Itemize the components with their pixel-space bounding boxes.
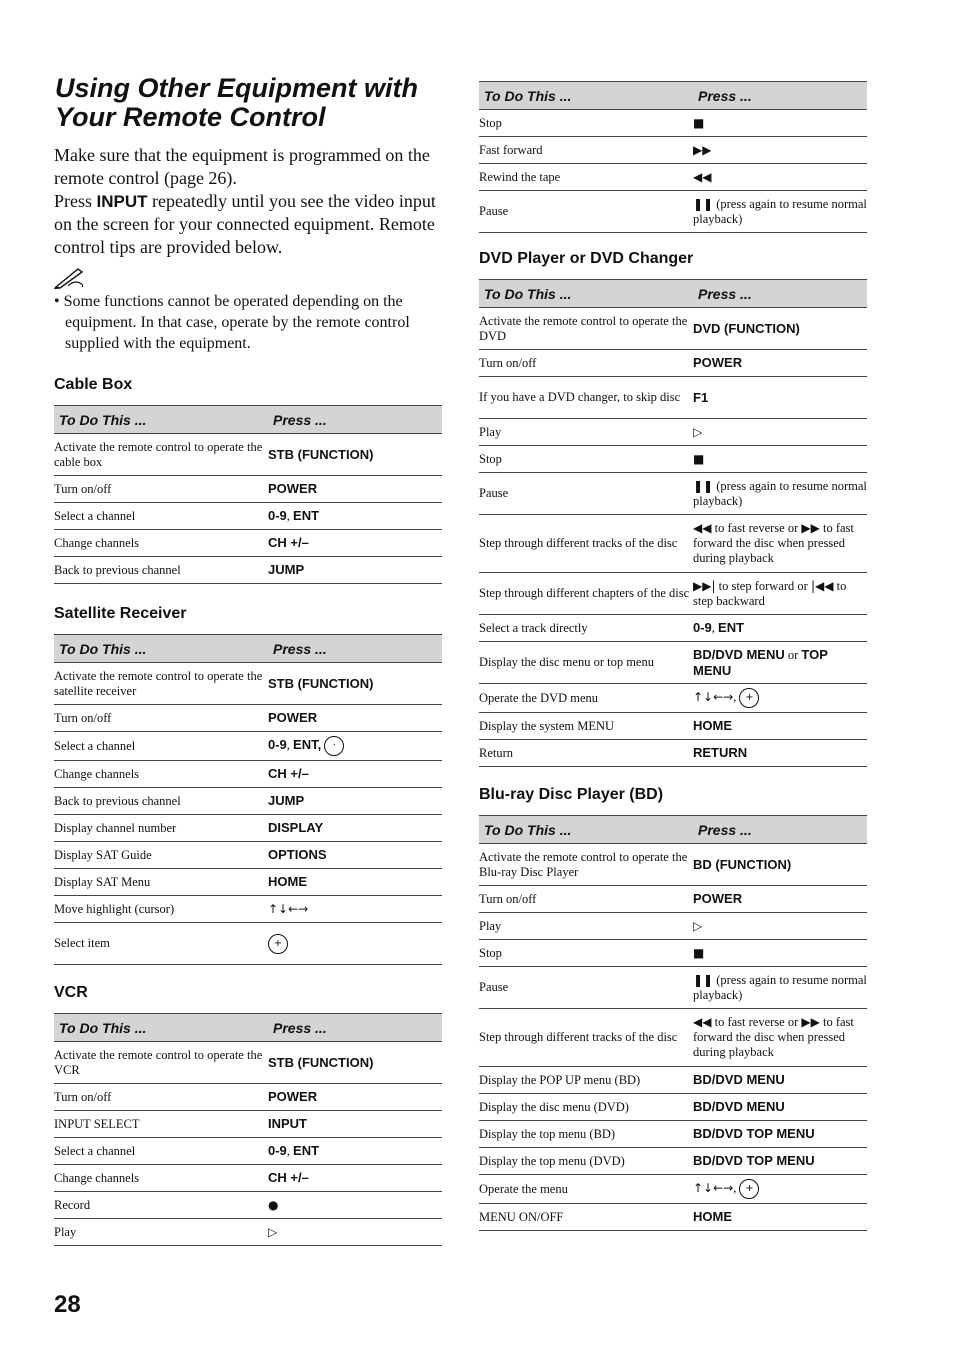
action-cell: Display the top menu (BD) bbox=[479, 1121, 693, 1148]
separator: , bbox=[733, 689, 740, 704]
table-row bbox=[54, 1165, 442, 1192]
table-row bbox=[54, 557, 442, 584]
press-label: POWER bbox=[693, 891, 743, 906]
action-cell: Back to previous channel bbox=[54, 557, 268, 584]
intro-paragraph-2 bbox=[54, 190, 444, 259]
vcr-table-continued bbox=[479, 81, 867, 233]
pause-icon: ❚❚ bbox=[693, 972, 714, 987]
press-label: BD/DVD TOP MENU bbox=[693, 1126, 815, 1141]
action-cell: Select a channel bbox=[54, 503, 268, 530]
enter-button-icon: + bbox=[739, 688, 759, 708]
table-row bbox=[54, 434, 442, 476]
table-row bbox=[479, 1094, 867, 1121]
column-header-action: To Do This ... bbox=[54, 635, 268, 663]
action-cell: Play bbox=[479, 913, 693, 940]
separator: , bbox=[711, 621, 719, 635]
table-row bbox=[479, 350, 867, 377]
separator: , bbox=[286, 1144, 294, 1158]
action-cell: Display the disc menu (DVD) bbox=[479, 1094, 693, 1121]
action-cell: Display the top menu (DVD) bbox=[479, 1148, 693, 1175]
action-cell: Turn on/off bbox=[479, 350, 693, 377]
table-row bbox=[54, 815, 442, 842]
action-cell: Change channels bbox=[54, 530, 268, 557]
table-row bbox=[54, 788, 442, 815]
action-cell: Operate the DVD menu bbox=[479, 684, 693, 713]
action-cell: Change channels bbox=[54, 761, 268, 788]
enter-button-icon: + bbox=[268, 934, 288, 954]
table-row bbox=[479, 844, 867, 886]
press-label: CH +/– bbox=[268, 535, 309, 550]
action-cell: Change channels bbox=[54, 1165, 268, 1192]
table-row bbox=[479, 191, 867, 233]
bluray-heading: Blu-ray Disc Player (BD) bbox=[479, 786, 664, 803]
action-cell: Display the system MENU bbox=[479, 713, 693, 740]
table-header bbox=[54, 1014, 442, 1042]
action-cell: Record bbox=[54, 1192, 268, 1219]
table-row bbox=[54, 869, 442, 896]
table-row bbox=[54, 1042, 442, 1084]
dot-button-icon: · bbox=[324, 736, 344, 756]
press-note: to step backward bbox=[693, 578, 847, 608]
page-title: Using Other Equipment with Your Remote Control bbox=[55, 73, 418, 132]
action-cell: Pause bbox=[479, 191, 693, 233]
press-label: BD/DVD MENU bbox=[693, 646, 785, 662]
table-row bbox=[479, 642, 867, 684]
enter-button-icon: + bbox=[739, 1179, 759, 1199]
stop-icon: ■ bbox=[693, 945, 705, 960]
intro-rest: repeatedly until you see the video input on the screen for your connected equipment. Remote control tips are provided below. bbox=[54, 191, 436, 257]
press-note: to fast reverse or bbox=[711, 521, 802, 535]
action-cell: Activate the remote control to operate the cable box bbox=[54, 434, 268, 476]
intro-text bbox=[54, 144, 444, 259]
satellite-receiver-heading: Satellite Receiver bbox=[54, 605, 187, 622]
press-label: POWER bbox=[268, 481, 318, 496]
record-icon: ● bbox=[268, 1197, 279, 1212]
table-row bbox=[479, 886, 867, 913]
action-cell: Back to previous channel bbox=[54, 788, 268, 815]
action-cell: Pause bbox=[479, 967, 693, 1009]
action-cell: Turn on/off bbox=[54, 705, 268, 732]
previous-track-icon: |◀◀ bbox=[810, 578, 834, 593]
separator: or bbox=[784, 647, 802, 662]
table-row bbox=[479, 1148, 867, 1175]
press-label: CH +/– bbox=[268, 766, 309, 781]
press-label: ENT bbox=[293, 508, 320, 523]
table-row bbox=[54, 1192, 442, 1219]
separator: , bbox=[286, 509, 294, 523]
table-row bbox=[479, 110, 867, 137]
press-label: POWER bbox=[268, 710, 318, 725]
action-cell: If you have a DVD changer, to skip disc bbox=[479, 377, 693, 419]
table-row bbox=[479, 1204, 867, 1231]
table-row bbox=[54, 761, 442, 788]
press-label: HOME bbox=[693, 1209, 732, 1224]
table-row bbox=[479, 446, 867, 473]
action-cell: Select a channel bbox=[54, 1138, 268, 1165]
table-row bbox=[479, 164, 867, 191]
table-row bbox=[479, 684, 867, 713]
press-label: BD/DVD TOP MENU bbox=[693, 1153, 815, 1168]
separator: , bbox=[733, 1180, 740, 1195]
cable-box-table bbox=[54, 405, 442, 584]
page-number: 28 bbox=[54, 1291, 81, 1318]
table-row bbox=[479, 377, 867, 419]
next-track-icon: ▶▶| bbox=[693, 578, 716, 593]
press-label: HOME bbox=[268, 874, 307, 889]
press-label: BD/DVD MENU bbox=[693, 1099, 785, 1114]
fast-forward-icon: ▶▶ bbox=[693, 142, 712, 157]
satellite-receiver-table bbox=[54, 634, 442, 965]
press-label: 0-9 bbox=[268, 1143, 287, 1158]
action-cell: Display SAT Menu bbox=[54, 869, 268, 896]
action-cell: Select item bbox=[54, 923, 268, 965]
arrow-keys-icon: ↑↓←→ bbox=[268, 901, 309, 916]
column-header-press: Press ... bbox=[693, 82, 867, 110]
table-row bbox=[479, 515, 867, 573]
action-cell: Play bbox=[54, 1219, 268, 1246]
action-cell: Activate the remote control to operate the Blu-ray Disc Player bbox=[479, 844, 693, 886]
press-note: to fast forward the disc when pressed during playback bbox=[693, 521, 854, 565]
action-cell: Rewind the tape bbox=[479, 164, 693, 191]
action-cell: Step through different tracks of the disc bbox=[479, 515, 693, 573]
table-row bbox=[479, 940, 867, 967]
press-note: (press again to resume normal playback) bbox=[693, 196, 867, 226]
press-label: BD/DVD MENU bbox=[693, 1072, 785, 1087]
table-header bbox=[479, 816, 867, 844]
action-cell: Select a channel bbox=[54, 732, 268, 761]
action-cell: Operate the menu bbox=[479, 1175, 693, 1204]
press-label: ENT bbox=[718, 620, 745, 635]
table-row bbox=[54, 503, 442, 530]
press-label: ENT, bbox=[293, 736, 322, 752]
table-row bbox=[479, 967, 867, 1009]
column-header-action: To Do This ... bbox=[54, 406, 268, 434]
intro-press: Press bbox=[54, 191, 97, 211]
action-cell: INPUT SELECT bbox=[54, 1111, 268, 1138]
press-note: to step forward or bbox=[715, 578, 811, 593]
fast-forward-icon: ▶▶ bbox=[801, 521, 820, 535]
action-cell: Activate the remote control to operate the DVD bbox=[479, 308, 693, 350]
column-header-press: Press ... bbox=[268, 406, 442, 434]
table-row bbox=[54, 1138, 442, 1165]
press-note: (press again to resume normal playback) bbox=[693, 972, 867, 1002]
table-header bbox=[54, 635, 442, 663]
action-cell: Turn on/off bbox=[479, 886, 693, 913]
action-cell: Fast forward bbox=[479, 137, 693, 164]
table-row bbox=[479, 419, 867, 446]
column-header-action: To Do This ... bbox=[479, 82, 693, 110]
press-note: (press again to resume normal playback) bbox=[693, 478, 867, 508]
table-row bbox=[479, 573, 867, 615]
play-icon: ▷ bbox=[693, 424, 703, 439]
note-text: • Some functions cannot be operated depending on the equipment. In that case, operate by the remote control supplied with the equipment. bbox=[54, 293, 410, 352]
press-note: to fast reverse or bbox=[711, 1015, 802, 1029]
separator: , bbox=[286, 737, 294, 752]
action-cell: MENU ON/OFF bbox=[479, 1204, 693, 1231]
table-row bbox=[54, 1219, 442, 1246]
table-row bbox=[479, 1121, 867, 1148]
table-row bbox=[479, 740, 867, 767]
arrow-keys-icon: ↑↓←→ bbox=[693, 1180, 734, 1195]
table-row bbox=[54, 1084, 442, 1111]
bluray-table bbox=[479, 815, 867, 1231]
table-row bbox=[479, 913, 867, 940]
vcr-table bbox=[54, 1013, 442, 1246]
intro-paragraph-1: Make sure that the equipment is programmed on the remote control (page 26). bbox=[54, 145, 430, 188]
stop-icon: ■ bbox=[693, 115, 705, 130]
table-row bbox=[479, 308, 867, 350]
press-note: to fast forward the disc when pressed during playback bbox=[693, 1015, 854, 1059]
action-cell: Display the POP UP menu (BD) bbox=[479, 1067, 693, 1094]
press-label: POWER bbox=[693, 355, 743, 370]
press-label: JUMP bbox=[268, 562, 305, 577]
press-label: POWER bbox=[268, 1089, 318, 1104]
press-label: F1 bbox=[693, 389, 709, 405]
column-header-press: Press ... bbox=[693, 280, 867, 308]
cable-box-heading: Cable Box bbox=[54, 376, 133, 393]
pause-icon: ❚❚ bbox=[693, 196, 714, 211]
press-label: 0-9 bbox=[268, 736, 287, 752]
table-row bbox=[479, 137, 867, 164]
column-header-press: Press ... bbox=[693, 816, 867, 844]
fast-forward-icon: ▶▶ bbox=[801, 1015, 820, 1029]
table-row bbox=[54, 1111, 442, 1138]
stop-icon: ■ bbox=[693, 451, 705, 466]
press-label: TOP MENU bbox=[693, 646, 828, 678]
press-label: 0-9 bbox=[693, 620, 712, 635]
vcr-heading: VCR bbox=[54, 984, 88, 1001]
table-header bbox=[479, 280, 867, 308]
press-label: ENT bbox=[293, 1143, 320, 1158]
table-row bbox=[479, 615, 867, 642]
press-label: HOME bbox=[693, 718, 732, 733]
press-label: STB (FUNCTION) bbox=[268, 1054, 374, 1070]
action-cell: Activate the remote control to operate the VCR bbox=[54, 1042, 268, 1084]
input-key-label: INPUT bbox=[96, 192, 148, 211]
press-label: CH +/– bbox=[268, 1170, 309, 1185]
action-cell: Return bbox=[479, 740, 693, 767]
action-cell: Turn on/off bbox=[54, 1084, 268, 1111]
action-cell: Pause bbox=[479, 473, 693, 515]
action-cell: Activate the remote control to operate the satellite receiver bbox=[54, 663, 268, 705]
dvd-heading: DVD Player or DVD Changer bbox=[479, 250, 694, 267]
play-icon: ▷ bbox=[268, 1224, 278, 1239]
action-cell: Display the disc menu or top menu bbox=[479, 642, 693, 684]
play-icon: ▷ bbox=[693, 918, 703, 933]
column-header-press: Press ... bbox=[268, 1014, 442, 1042]
action-cell: Display SAT Guide bbox=[54, 842, 268, 869]
action-cell: Step through different chapters of the disc bbox=[479, 573, 693, 615]
press-label: DISPLAY bbox=[268, 820, 324, 835]
action-cell: Play bbox=[479, 419, 693, 446]
rewind-icon: ◀◀ bbox=[693, 521, 712, 535]
table-header bbox=[54, 406, 442, 434]
pause-icon: ❚❚ bbox=[693, 478, 714, 493]
table-row bbox=[479, 1067, 867, 1094]
table-row bbox=[54, 663, 442, 705]
table-row bbox=[54, 705, 442, 732]
press-label: OPTIONS bbox=[268, 847, 327, 862]
column-header-action: To Do This ... bbox=[479, 280, 693, 308]
pencil-note-icon bbox=[54, 267, 86, 289]
table-row bbox=[54, 842, 442, 869]
table-row bbox=[54, 530, 442, 557]
action-cell: Stop bbox=[479, 940, 693, 967]
press-label: STB (FUNCTION) bbox=[268, 446, 374, 462]
table-row bbox=[479, 1175, 867, 1204]
action-cell: Select a track directly bbox=[479, 615, 693, 642]
table-row bbox=[479, 473, 867, 515]
table-row bbox=[54, 476, 442, 503]
table-header bbox=[479, 82, 867, 110]
action-cell: Display channel number bbox=[54, 815, 268, 842]
press-label: 0-9 bbox=[268, 508, 287, 523]
rewind-icon: ◀◀ bbox=[693, 169, 712, 184]
rewind-icon: ◀◀ bbox=[693, 1015, 712, 1029]
table-row bbox=[54, 923, 442, 965]
table-row bbox=[54, 896, 442, 923]
table-row bbox=[54, 732, 442, 761]
arrow-keys-icon: ↑↓←→ bbox=[693, 689, 734, 704]
column-header-action: To Do This ... bbox=[54, 1014, 268, 1042]
press-label: BD (FUNCTION) bbox=[693, 856, 792, 872]
dvd-table bbox=[479, 279, 867, 767]
press-label: JUMP bbox=[268, 793, 305, 808]
action-cell: Turn on/off bbox=[54, 476, 268, 503]
press-label: DVD (FUNCTION) bbox=[693, 320, 800, 336]
table-row bbox=[479, 713, 867, 740]
column-header-action: To Do This ... bbox=[479, 816, 693, 844]
press-label: RETURN bbox=[693, 745, 748, 760]
press-label: INPUT bbox=[268, 1116, 307, 1131]
action-cell: Stop bbox=[479, 110, 693, 137]
action-cell: Step through different tracks of the disc bbox=[479, 1009, 693, 1067]
action-cell: Move highlight (cursor) bbox=[54, 896, 268, 923]
action-cell: Stop bbox=[479, 446, 693, 473]
press-label: STB (FUNCTION) bbox=[268, 675, 374, 691]
table-row bbox=[479, 1009, 867, 1067]
column-header-press: Press ... bbox=[268, 635, 442, 663]
